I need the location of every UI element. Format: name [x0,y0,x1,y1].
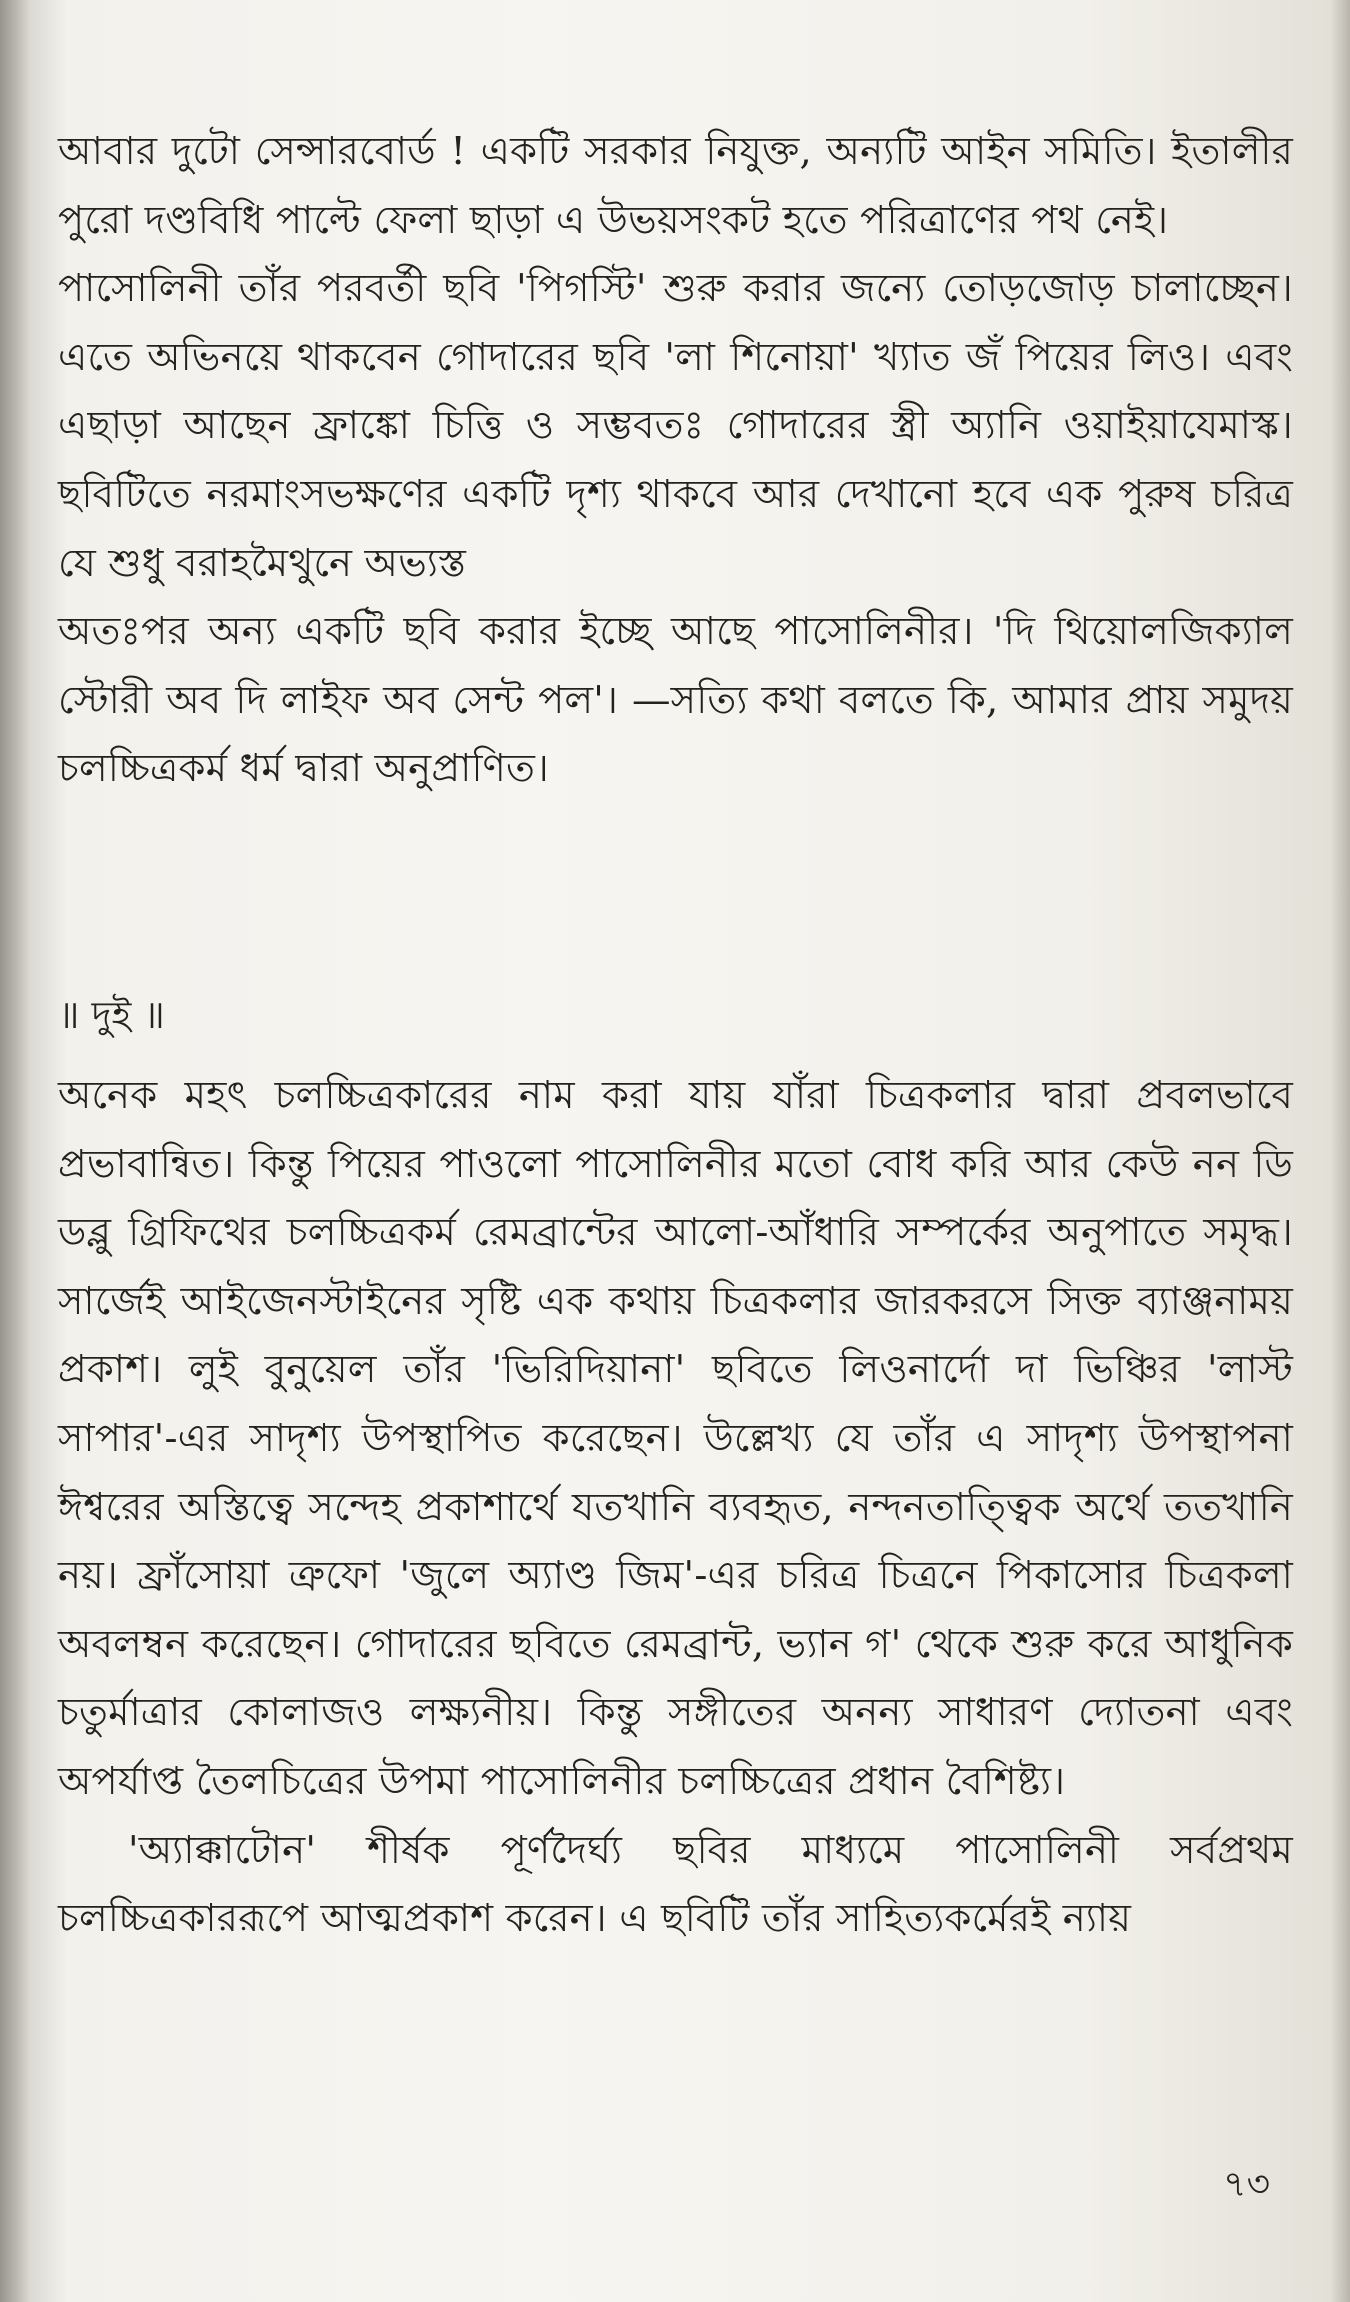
section-one-text [58,118,1293,804]
page-number: ৭৩ [1223,2164,1270,2205]
page-gutter-shadow [0,0,30,2302]
paragraph-accattone: 'অ্যাক্কাটোন' শীর্ষক পূর্ণদৈর্ঘ্য ছবির মাধ্যমে পাসোলিনী সর্বপ্রথম চলচ্চিত্রকাররূপে আত্মপ্রকাশ করেন। এ ছবিটি তাঁর সাহিত্যকর্মেরই ন্যায় [58,1827,1293,1942]
page-edge-shadow [1330,0,1350,2302]
paragraph-censor-boards: আবার দুটো সেন্সারবোর্ড ! একটি সরকার নিযুক্ত, অন্যটি আইন সমিতি। ইতালীর পুরো দণ্ডবিধি পাল্টে ফেলা ছাড়া এ উভয়সংকট হতে পরিত্রাণের পথ নেই। [58,129,1293,243]
section-two-text [58,1062,1293,1954]
paragraph-painting-influence: অনেক মহৎ চলচ্চিত্রকারের নাম করা যায় যাঁরা চিত্রকলার দ্বারা প্রবলভাবে প্রভাবান্বিত। কিন্তু পিয়ের পাওলো পাসোলিনীর মতো বোধ করি আর কেউ নন ডি ডব্লু গ্রিফিথের চলচ্চিত্রকর্ম রেমব্রান্টের আলো-আঁধারি সম্পর্কের অনুপাতে সমৃদ্ধ। সার্জেই আইজেনস্টাইনের সৃষ্টি এক কথায় চিত্রকলার জারকরসে সিক্ত ব্যাঞ্জনাময় প্রকাশ। লুই বুনুয়েল তাঁর 'ভিরিদিয়ানা' ছবিতে লিওনার্দো দা ভিঞ্চির 'লাস্ট সাপার'-এর সাদৃশ্য উপস্থাপিত করেছেন। উল্লেখ্য যে তাঁর এ সাদৃশ্য উপস্থাপনা ঈশ্বরের অস্তিত্বে সন্দেহ প্রকাশার্থে যতখানি ব্যবহৃত, নন্দনতাত্ত্বিক অর্থে ততখানি নয়। ফ্রাঁসোয়া ত্রুফো 'জুলে অ্যাণ্ড জিম'-এর চরিত্র চিত্রনে পিকাসোর চিত্রকলা অবলম্বন করেছেন। গোদারের ছবিতে রেমব্রান্ট, ভ্যান গ' থেকে শুরু করে আধুনিক চতুর্মাত্রার কোলাজও লক্ষ্যনীয়। কিন্তু সঙ্গীতের অনন্য সাধারণ দ্যোতনা এবং অপর্যাপ্ত তৈলচিত্রের উপমা পাসোলিনীর চলচ্চিত্রের প্রধান বৈশিষ্ট্য। [58,1073,1293,1804]
section-two-heading: ॥ দুই ॥ [58,993,165,1037]
paragraph-pigsty: পাসোলিনী তাঁর পরবর্তী ছবি 'পিগস্টি' শুরু করার জন্যে তোড়জোড় চালাচ্ছেন। এতে অভিনয়ে থাকবেন গোদারের ছবি 'লা শিনোয়া' খ্যাত জঁ পিয়ের লিও। এবং এছাড়া আছেন ফ্রাঙ্কো চিত্তি ও সম্ভবতঃ গোদারের স্ত্রী অ্যানি ওয়াইয়াযেমাস্ক। ছবিটিতে নরমাংসভক্ষণের একটি দৃশ্য থাকবে আর দেখানো হবে এক পুরুষ চরিত্র যে শুধু বরাহমৈথুনে অভ্যস্ত [58,266,1293,586]
paragraph-saint-paul: অতঃপর অন্য একটি ছবি করার ইচ্ছে আছে পাসোলিনীর। 'দি থিয়োলজিক্যাল স্টোরী অব দি লাইফ অব সেন্ট পল'। —সত্যি কথা বলতে কি, আমার প্রায় সমুদয় চলচ্চিত্রকর্ম ধর্ম দ্বারা অনুপ্রাণিত। [58,609,1293,792]
